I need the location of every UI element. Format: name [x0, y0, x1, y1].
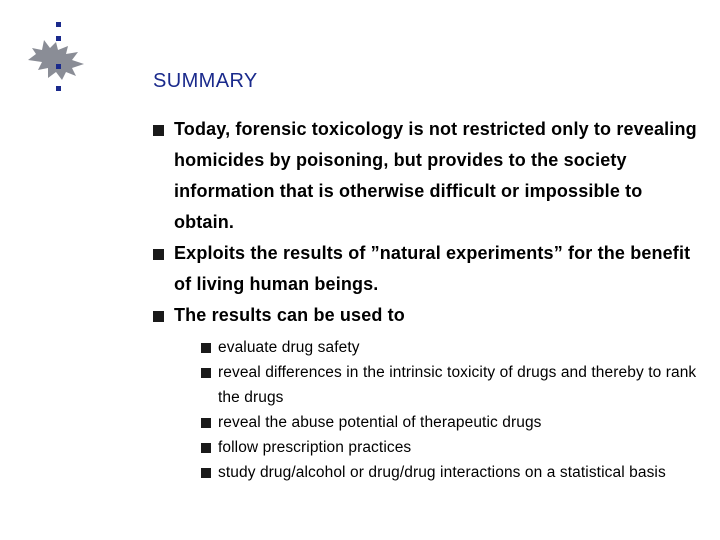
square-bullet-icon	[201, 468, 211, 478]
sub-bullet-text: follow prescription practices	[218, 439, 412, 456]
sub-bullet-text: reveal the abuse potential of therapeutic drugs	[218, 414, 542, 431]
square-bullet-icon	[153, 249, 164, 260]
sub-bullet-item	[199, 335, 706, 360]
square-bullet-icon	[201, 343, 211, 353]
sub-bullet-item	[199, 460, 706, 485]
bullet-text: The results can be used to	[174, 305, 405, 325]
university-logo	[22, 20, 94, 96]
sub-bullet-text: evaluate drug safety	[218, 339, 360, 356]
sub-bullet-text: reveal differences in the intrinsic toxicity of drugs and thereby to rank the drugs	[218, 364, 697, 406]
bullet-list	[150, 114, 706, 485]
square-bullet-icon	[153, 311, 164, 322]
square-bullet-icon	[201, 443, 211, 453]
bullet-text: Exploits the results of ”natural experiments” for the benefit of living human beings.	[174, 243, 691, 294]
sub-bullet-item	[199, 410, 706, 435]
square-bullet-icon	[201, 368, 211, 378]
sub-bullet-item	[199, 435, 706, 460]
sub-bullet-text: study drug/alcohol or drug/drug interactions on a statistical basis	[218, 464, 666, 481]
bullet-text: Today, forensic toxicology is not restricted only to revealing homicides by poisoning, but provides to the society information that is otherwise difficult or impossible to obtain.	[174, 119, 697, 232]
sub-bullet-list	[199, 335, 706, 485]
bullet-item	[150, 114, 706, 238]
slide-title: SUMMARY	[153, 70, 258, 92]
square-bullet-icon	[201, 418, 211, 428]
bullet-item	[150, 238, 706, 300]
sub-bullet-item	[199, 360, 706, 410]
bullet-item	[150, 300, 706, 331]
square-bullet-icon	[153, 125, 164, 136]
